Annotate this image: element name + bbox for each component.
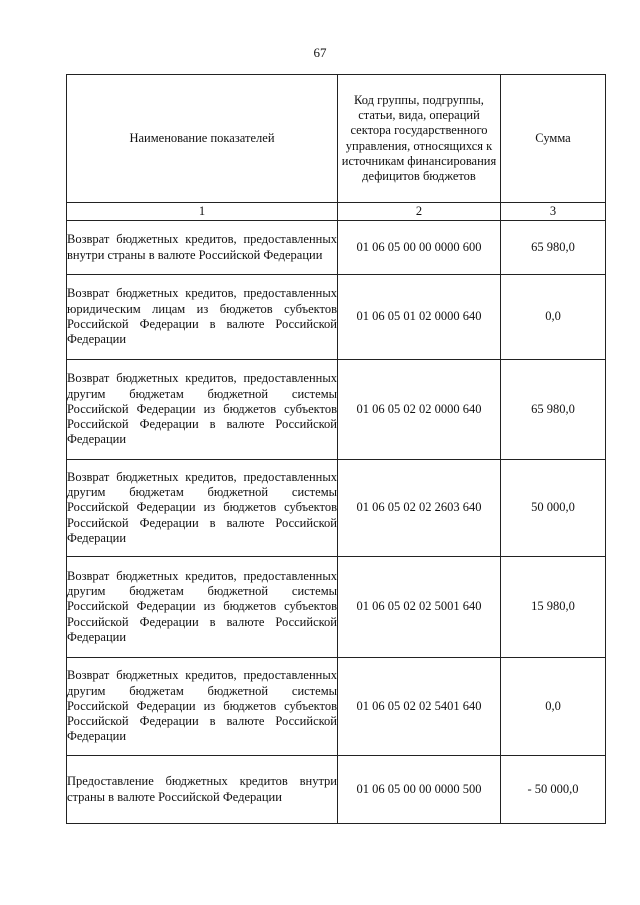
row-code: 01 06 05 02 02 5001 640	[338, 557, 501, 658]
row-code: 01 06 05 00 00 0000 600	[338, 221, 501, 275]
row-name: Возврат бюджетных кредитов, предоставленных другим бюджетам бюджетной системы Российской Федерации из бюджетов субъектов Российской Федерации в валюте Российской Федерации	[67, 658, 338, 756]
table-row	[67, 275, 606, 360]
row-code: 01 06 05 00 00 0000 500	[338, 756, 501, 824]
row-name: Возврат бюджетных кредитов, предоставленных юридическим лицам из бюджетов субъектов Российской Федерации в валюте Российской Федерации	[67, 275, 338, 360]
row-sum: 0,0	[501, 658, 606, 756]
row-sum: - 50 000,0	[501, 756, 606, 824]
row-code: 01 06 05 02 02 2603 640	[338, 460, 501, 557]
row-code: 01 06 05 02 02 5401 640	[338, 658, 501, 756]
row-name: Возврат бюджетных кредитов, предоставленных другим бюджетам бюджетной системы Российской Федерации из бюджетов субъектов Российской Федерации в валюте Российской Федерации	[67, 360, 338, 460]
row-sum: 0,0	[501, 275, 606, 360]
header-code: Код группы, подгруппы, статьи, вида, операций сектора государственного управления, относящихся к источникам финансирования дефицитов бюджетов	[338, 75, 501, 203]
row-code: 01 06 05 02 02 0000 640	[338, 360, 501, 460]
row-name: Возврат бюджетных кредитов, предоставленных внутри страны в валюте Российской Федерации	[67, 221, 338, 275]
table-row	[67, 221, 606, 275]
table-row	[67, 360, 606, 460]
column-number-3: 3	[501, 203, 606, 221]
header-sum: Сумма	[501, 75, 606, 203]
row-sum: 65 980,0	[501, 221, 606, 275]
table-header-row	[67, 75, 606, 203]
page-number: 67	[313, 45, 327, 60]
budget-sources-table	[66, 74, 606, 824]
row-name: Предоставление бюджетных кредитов внутри страны в валюте Российской Федерации	[67, 756, 338, 824]
table-row	[67, 460, 606, 557]
column-number-2: 2	[338, 203, 501, 221]
table-row	[67, 756, 606, 824]
table-row	[67, 557, 606, 658]
column-number-row	[67, 203, 606, 221]
row-sum: 65 980,0	[501, 360, 606, 460]
column-number-1: 1	[67, 203, 338, 221]
row-name: Возврат бюджетных кредитов, предоставленных другим бюджетам бюджетной системы Российской Федерации из бюджетов субъектов Российской Федерации в валюте Российской Федерации	[67, 460, 338, 557]
row-sum: 50 000,0	[501, 460, 606, 557]
row-code: 01 06 05 01 02 0000 640	[338, 275, 501, 360]
row-sum: 15 980,0	[501, 557, 606, 658]
header-name: Наименование показателей	[67, 75, 338, 203]
table-row	[67, 658, 606, 756]
row-name: Возврат бюджетных кредитов, предоставленных другим бюджетам бюджетной системы Российской Федерации из бюджетов субъектов Российской Федерации в валюте Российской Федерации	[67, 557, 338, 658]
